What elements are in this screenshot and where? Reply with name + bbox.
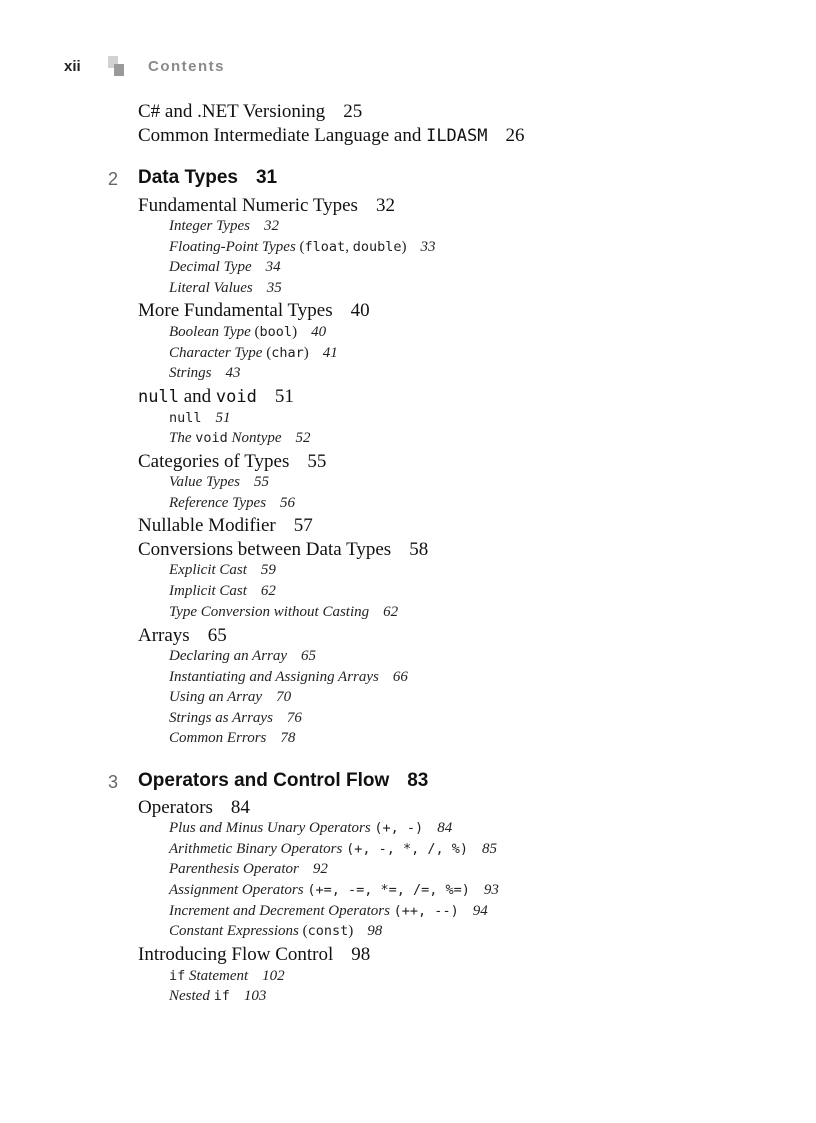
entry-code: if (213, 988, 230, 1004)
entry-paren: ( (299, 239, 305, 255)
entry-text: Introducing Flow Control (138, 944, 334, 965)
toc-subentry[interactable] (169, 968, 285, 985)
entry-page: 55 (307, 451, 327, 472)
entry-page: 59 (260, 562, 276, 578)
running-title: Contents (148, 58, 225, 75)
entry-text: Nested (169, 988, 214, 1004)
toc-entry[interactable] (138, 125, 525, 147)
chapter-number: 2 (108, 169, 119, 189)
entry-page: 51 (274, 386, 294, 407)
toc-entry[interactable] (138, 101, 362, 123)
entry-paren: ( (254, 324, 260, 340)
entry-text: Decimal Type (169, 259, 252, 275)
entry-page: 52 (295, 430, 311, 446)
chapter-title[interactable] (138, 770, 428, 792)
toc-subentry[interactable] (169, 239, 435, 256)
entry-code: if (169, 968, 186, 984)
entry-page: 33 (420, 239, 436, 255)
chapter-title-text: Operators and Control Flow (138, 770, 390, 791)
entry-page: 98 (351, 944, 371, 965)
toc-subentry[interactable] (169, 410, 231, 427)
entry-code: ILDASM (426, 126, 488, 146)
entry-text: Explicit Cast (169, 562, 247, 578)
entry-page: 92 (312, 861, 328, 877)
entry-page: 58 (409, 539, 429, 560)
entry-text: Literal Values (169, 280, 253, 296)
chapter-title[interactable] (138, 167, 277, 189)
toc-subentry[interactable] (169, 882, 499, 899)
entry-page: 93 (483, 882, 499, 898)
entry-code: double (352, 239, 402, 255)
entry-page: 25 (343, 101, 363, 122)
entry-code: bool (259, 324, 293, 340)
entry-text: Boolean Type (169, 324, 255, 340)
entry-code: void (215, 387, 257, 407)
toc-entry[interactable] (138, 944, 370, 966)
entry-text: Common Errors (169, 730, 267, 746)
toc-subentry[interactable] (169, 820, 452, 837)
entry-code: null (169, 410, 202, 426)
entry-page: 66 (392, 669, 408, 685)
entry-text: Common Intermediate Language and (138, 125, 427, 146)
entry-text: Plus and Minus Unary Operators (169, 820, 375, 836)
entry-text: Reference Types (169, 495, 267, 511)
entry-text: Increment and Decrement Operators (169, 903, 394, 919)
entry-text: Conversions between Data Types (138, 539, 392, 560)
entry-text: Strings (169, 365, 212, 381)
entry-page: 56 (280, 495, 296, 511)
toc-entry[interactable] (138, 515, 313, 537)
entry-page: 84 (230, 797, 250, 818)
entry-page: 65 (301, 648, 317, 664)
entry-text: Statement (185, 968, 249, 984)
entry-page: 85 (482, 841, 497, 857)
toc-subentry[interactable] (169, 669, 408, 686)
entry-page: 62 (260, 583, 276, 599)
entry-code: float (304, 239, 346, 255)
toc-subentry[interactable] (169, 604, 398, 621)
toc-subentry[interactable] (169, 218, 279, 235)
toc-entry[interactable] (138, 300, 370, 322)
entry-page: 32 (263, 218, 279, 234)
entry-page: 103 (243, 988, 267, 1004)
toc-subentry[interactable] (169, 259, 281, 276)
toc-subentry[interactable] (169, 324, 326, 341)
entry-text: Parenthesis Operator (169, 861, 299, 877)
entry-code: (+=, -=, *=, /=, %=) (307, 882, 470, 898)
toc-subentry[interactable] (169, 345, 338, 362)
entry-text: Nontype (227, 430, 282, 446)
entry-page: 40 (350, 300, 370, 321)
entry-page: 26 (505, 125, 525, 146)
entry-paren: ( (266, 345, 272, 361)
entry-code: const (307, 923, 349, 939)
entry-page: 84 (437, 820, 453, 836)
chapter-title-text: Data Types (138, 167, 238, 188)
entry-paren: ( (302, 923, 308, 939)
entry-page: 70 (276, 689, 292, 705)
entry-text: Declaring an Array (169, 648, 288, 664)
entry-text: Strings as Arrays (169, 710, 273, 726)
toc-subentry[interactable] (169, 365, 241, 382)
entry-code: char (271, 345, 304, 361)
toc-subentry[interactable] (169, 495, 295, 512)
toc-subentry[interactable] (169, 562, 276, 579)
toc-subentry[interactable] (169, 583, 276, 600)
toc-entry[interactable] (138, 539, 428, 561)
entry-text: Integer Types (169, 218, 250, 234)
entry-code: (+, -, *, /, %) (346, 841, 468, 857)
toc-subentry[interactable] (169, 923, 382, 940)
toc-entry[interactable] (138, 195, 395, 217)
toc-subentry[interactable] (169, 988, 266, 1005)
toc-subentry[interactable] (169, 430, 311, 447)
entry-code: null (138, 387, 179, 407)
entry-text: Arithmetic Binary Operators (169, 841, 347, 857)
entry-page: 55 (253, 474, 269, 490)
contents-logo-icon (108, 56, 130, 78)
entry-page: 51 (215, 410, 231, 426)
entry-paren: ) (401, 239, 407, 255)
entry-text: Implicit Cast (169, 583, 247, 599)
entry-code: (+, -) (374, 820, 424, 836)
entry-page: 65 (207, 625, 227, 646)
toc-subentry[interactable] (169, 710, 302, 727)
toc-subentry[interactable] (169, 474, 269, 491)
entry-text: Type Conversion without Casting (169, 604, 370, 620)
entry-page: 102 (262, 968, 285, 984)
chapter-page: 31 (255, 167, 278, 188)
toc-subentry[interactable] (169, 648, 316, 665)
entry-page: 76 (286, 710, 302, 726)
toc-entry[interactable] (138, 797, 250, 819)
entry-text: The (169, 430, 196, 446)
entry-text: More Fundamental Types (138, 300, 333, 321)
toc-subentry[interactable] (169, 689, 291, 706)
entry-page: 62 (383, 604, 399, 620)
toc-entry[interactable] (138, 451, 326, 473)
entry-text: Operators (138, 797, 213, 818)
entry-text: Arrays (138, 625, 190, 646)
entry-code: (++, --) (393, 903, 459, 919)
toc-entry[interactable] (138, 625, 227, 647)
entry-page: 98 (367, 923, 383, 939)
page-folio: xii (64, 58, 81, 75)
entry-separator: , (345, 239, 353, 255)
entry-page: 78 (280, 730, 296, 746)
toc-subentry[interactable] (169, 903, 488, 920)
entry-page: 94 (472, 903, 488, 919)
entry-text: Fundamental Numeric Types (138, 195, 358, 216)
entry-code: void (195, 430, 228, 446)
entry-text: Categories of Types (138, 451, 290, 472)
toc-entry[interactable] (138, 386, 294, 408)
entry-text: Assignment Operators (169, 882, 308, 898)
entry-paren: ) (292, 324, 298, 340)
entry-text: Using an Array (169, 689, 263, 705)
entry-paren: ) (348, 923, 354, 939)
entry-text: Nullable Modifier (138, 515, 276, 536)
toc-subentry[interactable] (169, 841, 497, 858)
entry-page: 43 (225, 365, 241, 381)
entry-page: 40 (311, 324, 327, 340)
entry-page: 41 (322, 345, 338, 361)
entry-text: Character Type (169, 345, 267, 361)
entry-text: and (178, 386, 216, 407)
entry-text: Floating-Point Types (169, 239, 300, 255)
chapter-page: 83 (407, 770, 429, 791)
toc-subentry[interactable] (169, 730, 295, 747)
entry-page: 32 (375, 195, 395, 216)
toc-subentry[interactable] (169, 280, 282, 297)
entry-paren: ) (303, 345, 309, 361)
entry-page: 57 (293, 515, 313, 536)
entry-page: 34 (265, 259, 281, 275)
toc-subentry[interactable] (169, 861, 328, 878)
entry-page: 35 (266, 280, 282, 296)
entry-text: C# and .NET Versioning (138, 101, 326, 122)
entry-text: Constant Expressions (169, 923, 303, 939)
chapter-number: 3 (108, 772, 119, 792)
entry-text: Value Types (169, 474, 240, 490)
entry-text: Instantiating and Assigning Arrays (169, 669, 379, 685)
